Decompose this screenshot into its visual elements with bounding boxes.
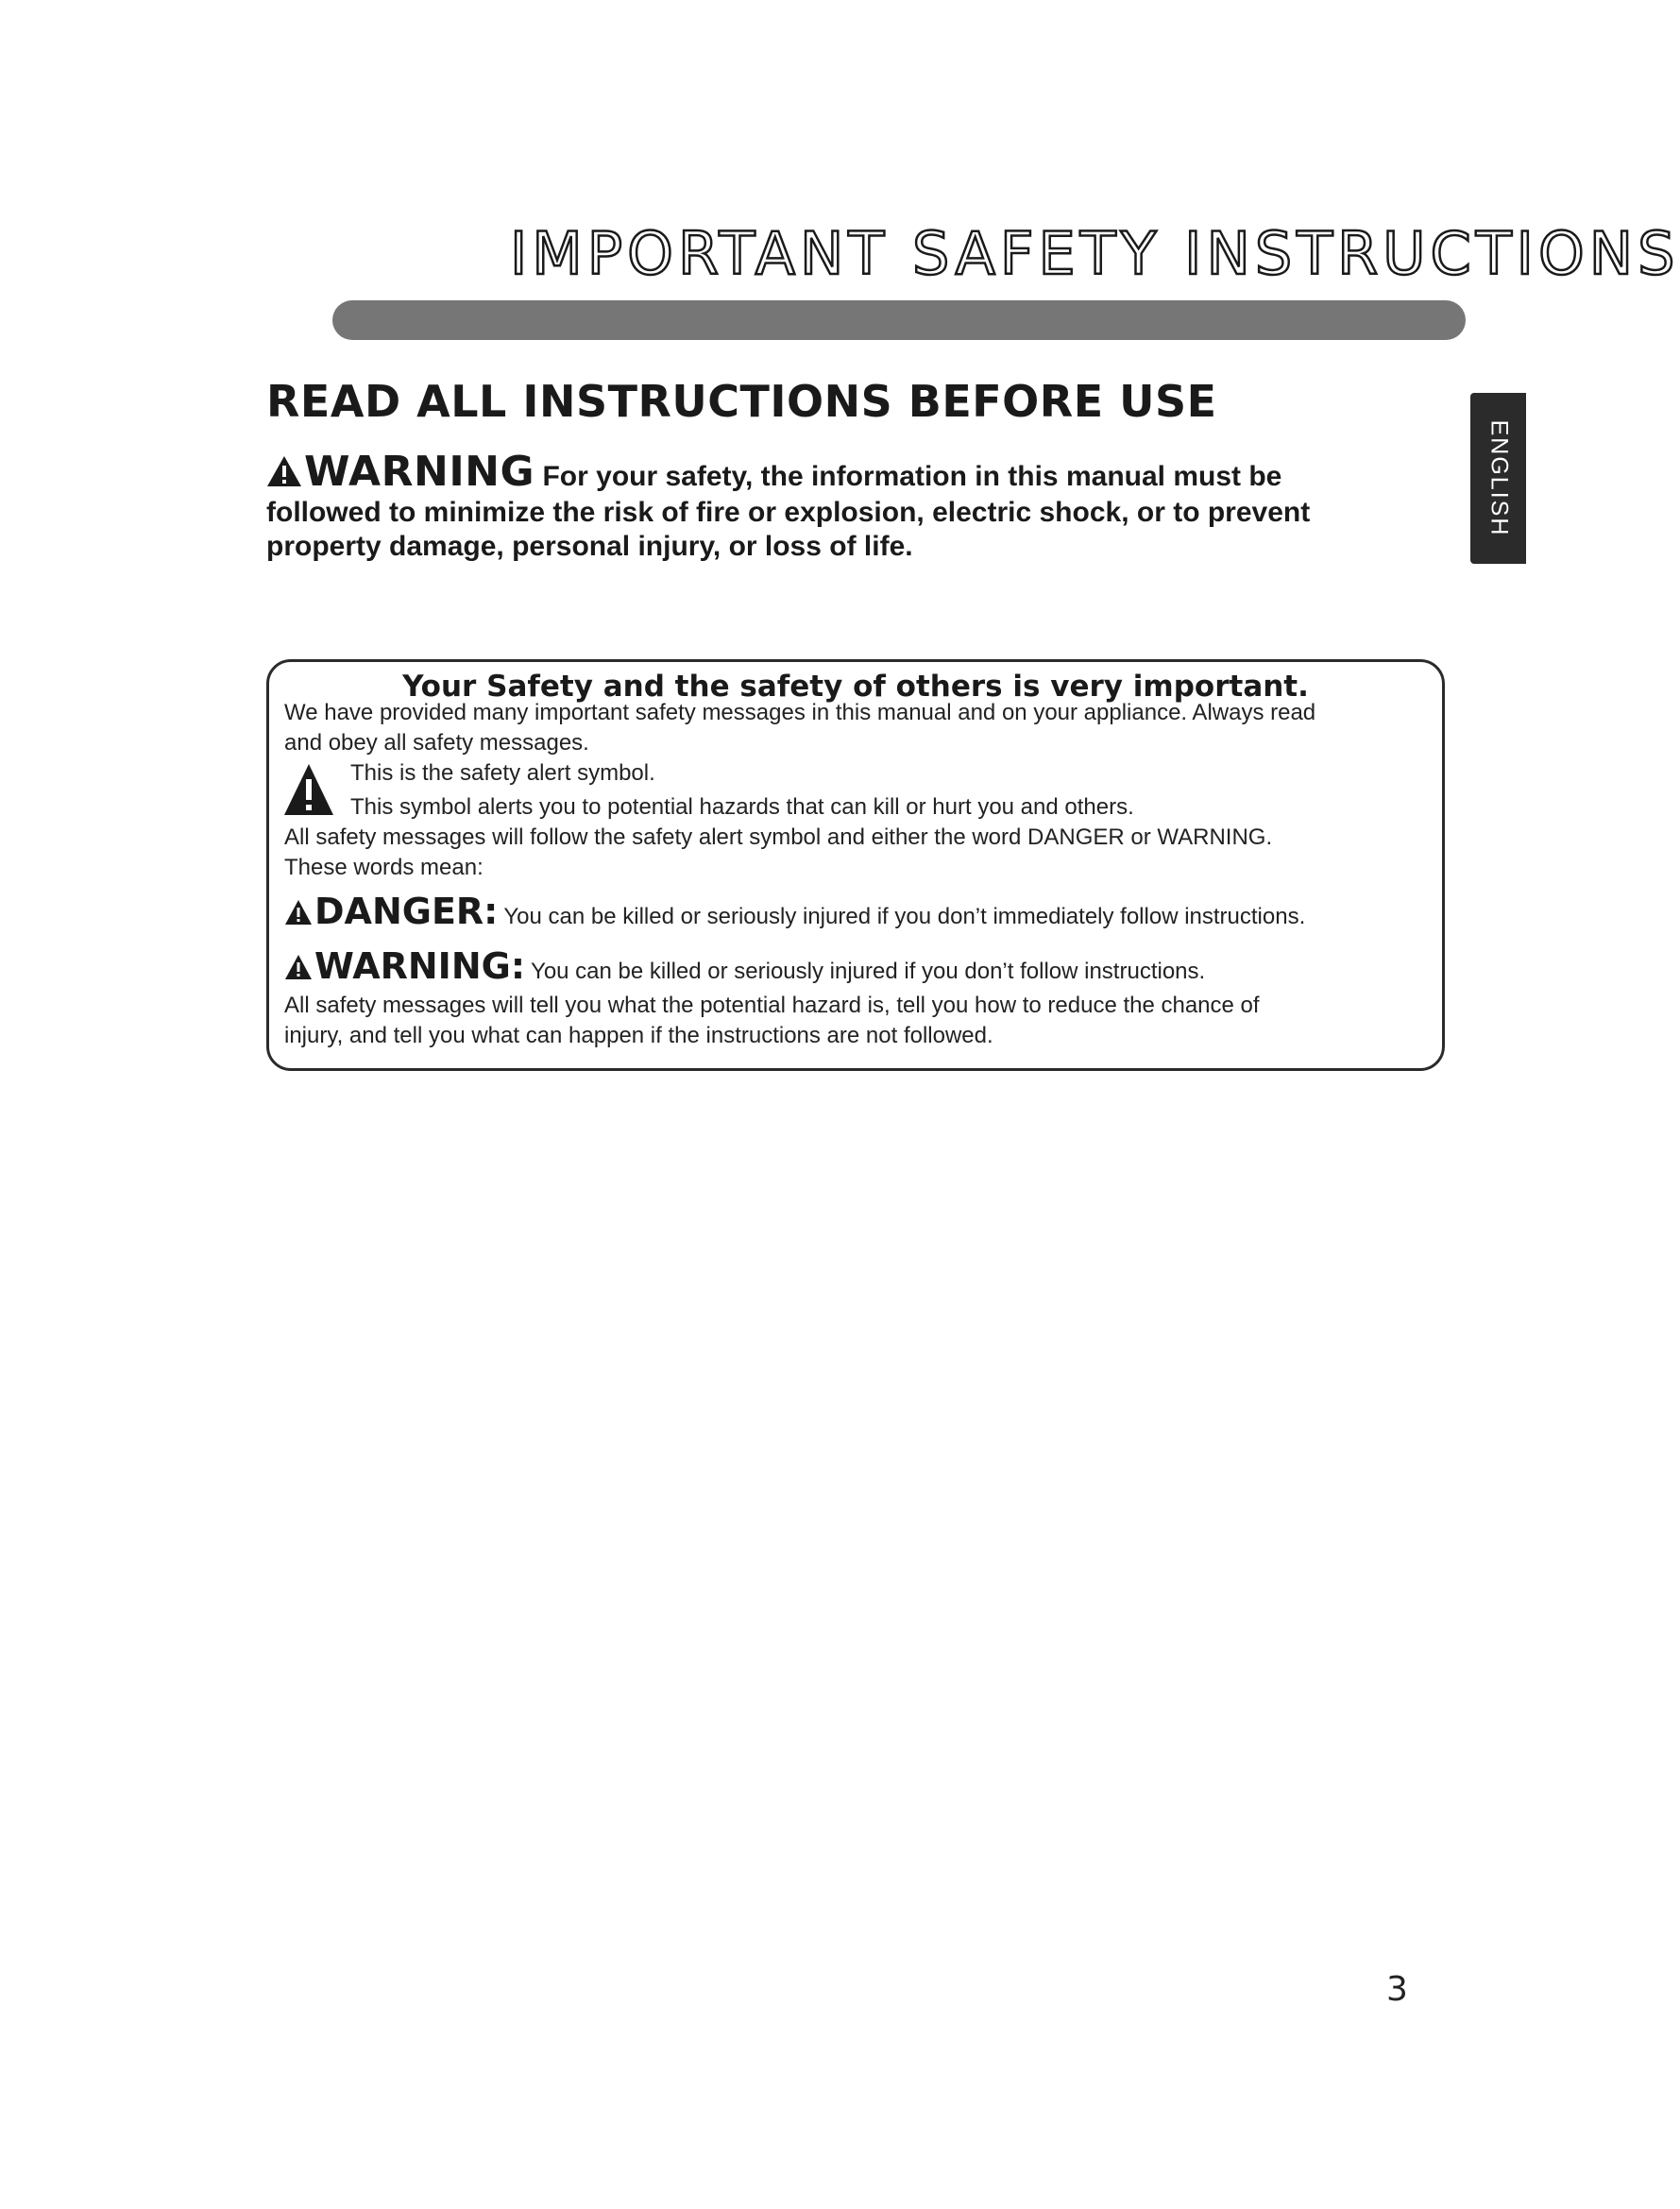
safety-alert-symbol-icon — [282, 762, 335, 822]
danger-text: You can be killed or seriously injured if you don’t immediately follow instructions. — [503, 904, 1306, 929]
follow-line: All safety messages will follow the safety alert symbol and either the word DANGER or WARNING. — [284, 824, 1273, 850]
language-tab-label: ENGLISH — [1485, 419, 1513, 537]
language-tab — [1470, 393, 1526, 564]
closing-line-2: injury, and tell you what can happen if the instructions are not followed. — [284, 1023, 993, 1048]
warning-alert-icon — [266, 455, 302, 496]
safety-intro-line-1: We have provided many important safety messages in this manual and on your appliance. Always read — [284, 700, 1316, 725]
symbol-line-2: This symbol alerts you to potential hazards that can kill or hurt you and others. — [350, 794, 1134, 820]
danger-word: DANGER: — [314, 891, 499, 932]
page-number: 3 — [1386, 1970, 1408, 2009]
closing-line-1: All safety messages will tell you what the potential hazard is, tell you how to reduce the chance of — [284, 993, 1260, 1018]
warning-text: For your safety, the information in this manual must be followed to minimize the risk of fire or explosion, electric shock, or to prevent property damage, personal injury, or loss of life. — [266, 461, 1311, 562]
danger-row — [284, 891, 1306, 934]
warning-row-alert-icon — [284, 954, 313, 989]
warning-word: WARNING — [304, 448, 535, 496]
symbol-line-1: This is the safety alert symbol. — [350, 760, 655, 786]
read-all-heading: READ ALL INSTRUCTIONS BEFORE USE — [266, 376, 1217, 427]
warning-row-text: You can be killed or seriously injured if you don’t follow instructions. — [531, 959, 1206, 984]
page-title: IMPORTANT SAFETY INSTRUCTIONS — [510, 219, 1680, 288]
warning-block — [266, 448, 1362, 564]
means-line: These words mean: — [284, 855, 484, 880]
safety-box — [266, 659, 1445, 1071]
safety-box-heading: Your Safety and the safety of others is very important. — [402, 670, 1309, 704]
warning-row — [284, 945, 1206, 989]
safety-intro-line-2: and obey all safety messages. — [284, 730, 589, 756]
danger-alert-icon — [284, 899, 313, 934]
title-bar — [332, 300, 1466, 340]
warning-row-word: WARNING: — [314, 945, 526, 987]
